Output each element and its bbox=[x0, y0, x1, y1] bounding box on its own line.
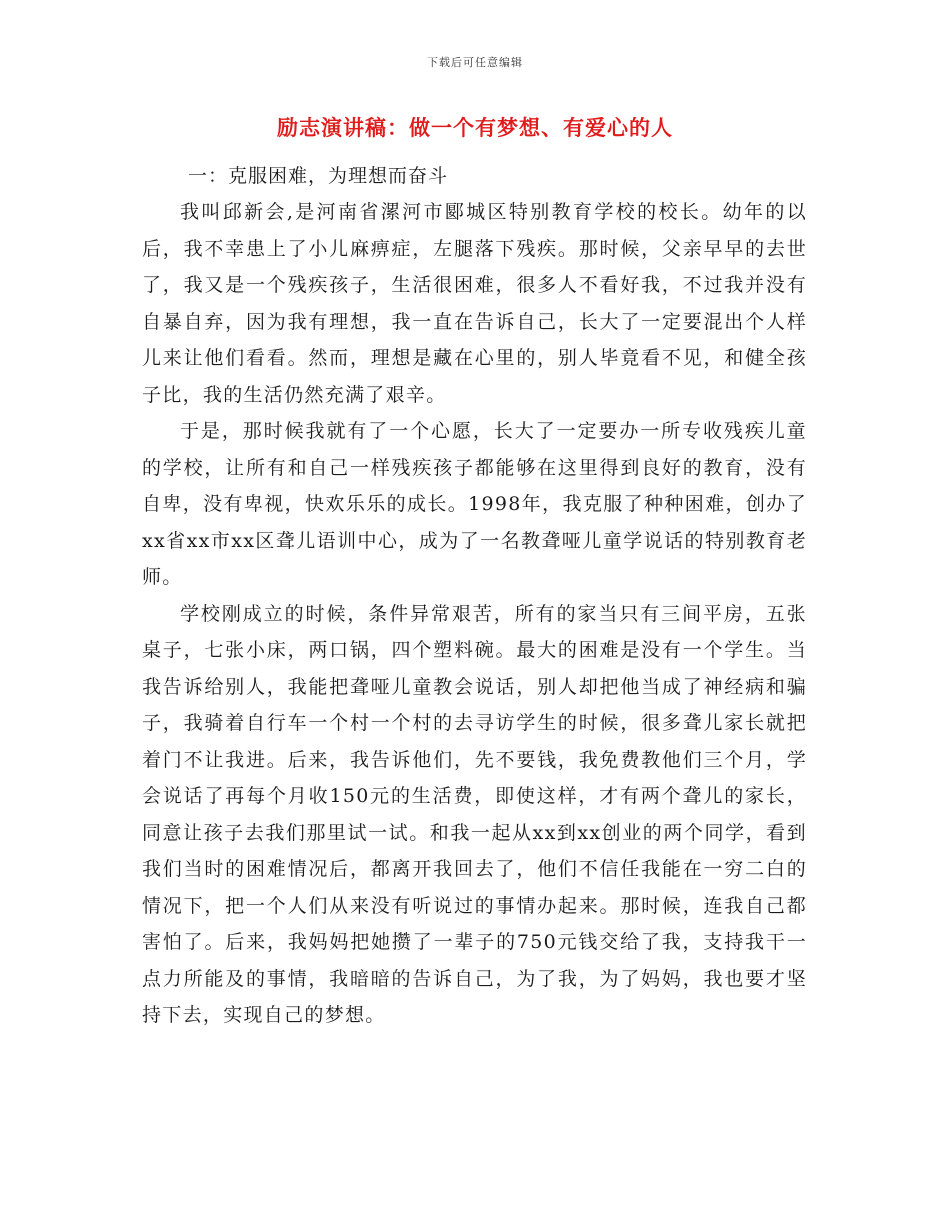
document-title: 励志演讲稿：做一个有梦想、有爱心的人 bbox=[277, 116, 673, 140]
paragraph-3: 学校刚成立的时候，条件异常艰苦，所有的家当只有三间平房，五张桌子，七张小床，两口锅，四个塑料碗。最大的困难是没有一个学生。当我告诉给别人，我能把聋哑儿童教会说话，别人却把他当成了神经病和骗子，我骑着自行车一个村一个村的去寻访学生的时候，很多聋儿家长就把着门不让我进。后来，我告诉他们，先不要钱，我免费教他们三个月，学会说话了再每个月收150元的生活费，即使这样，才有两个聋儿的家长，同意让孩子去我们那里试一试。和我一起从xx到xx创业的两个同学，看到我们当时的困难情况后，都离开我回去了，他们不信任我能在一穷二白的情况下，把一个人们从来没有听说过的事情办起来。那时候，连我自己都害怕了。后来，我妈妈把她攒了一辈子的750元钱交给了我，支持我干一点力所能及的事情，我暗暗的告诉自己，为了我，为了妈妈，我也要才坚持下去，实现自己的梦想。 bbox=[142, 602, 807, 1026]
paragraph-1: 我叫邱新会,是河南省漯河市郾城区特别教育学校的校长。幼年的以后，我不幸患上了小儿麻痹症，左腿落下残疾。那时候，父亲早早的去世了，我又是一个残疾孩子，生活很困难，很多人不看好我，不过我并没有自暴自弃，因为我有理想，我一直在告诉自己，长大了一定要混出个人样儿来让他们看看。然而，理想是藏在心里的，别人毕竟看不见，和健全孩子比，我的生活仍然充满了艰辛。 bbox=[142, 201, 807, 406]
header-note: 下载后可任意编辑 bbox=[427, 56, 523, 69]
document-body bbox=[142, 158, 807, 1034]
section-heading: 一：克服困难，为理想而奋斗 bbox=[188, 165, 449, 187]
paragraph-2: 于是，那时候我就有了一个心愿，长大了一定要办一所专收残疾儿童的学校，让所有和自己一样残疾孩子都能够在这里得到良好的教育，没有自卑，没有卑视，快欢乐乐的成长。1998年，我克服了种种困难，创办了xx省xx市xx区聋儿语训中心，成为了一名教聋哑儿童学说话的特别教育老师。 bbox=[142, 420, 807, 588]
